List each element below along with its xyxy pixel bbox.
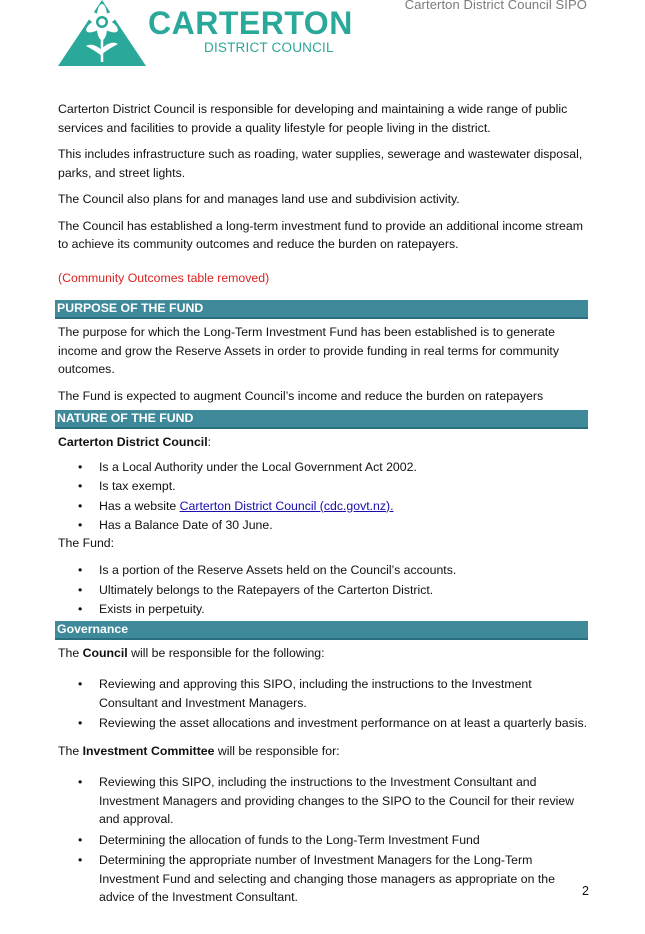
list-item: • Reviewing this SIPO, including the instructions to the Investment Consultant and Investment Managers and providing changes to the SIPO to the Council for their review and approval. xyxy=(99,773,590,829)
page-number: 2 xyxy=(582,884,589,898)
section-heading-nature: NATURE OF THE FUND xyxy=(55,410,588,429)
council-label xyxy=(58,433,590,452)
logo-subtitle: DISTRICT COUNCIL xyxy=(204,40,334,55)
council-responsibility-intro xyxy=(58,644,590,663)
intro-bold: Investment Committee xyxy=(82,743,215,758)
purpose-paragraph: The Fund is expected to augment Council’s income and reduce the burden on ratepayers xyxy=(58,388,544,403)
intro-paragraph: Carterton District Council is responsible for developing and maintaining a wide range of public services and facilities to provide a quality lifestyle for people living in the district. xyxy=(58,102,568,135)
document-body xyxy=(58,100,590,909)
intro-paragraph: This includes infrastructure such as roading, water supplies, sewerage and wastewater disposal, parks, and street lights. xyxy=(58,147,583,180)
list-item: • Has a Balance Date of 30 June. xyxy=(99,516,590,535)
intro-paragraph: The Council has established a long-term investment fund to provide an additional income stream to achieve its community outcomes and reduce the burden on ratepayers. xyxy=(58,218,583,251)
council-label-colon: : xyxy=(207,435,212,449)
section-heading-purpose: PURPOSE OF THE FUND xyxy=(55,300,588,319)
list-item: • Is tax exempt. xyxy=(99,477,590,496)
removed-table-note: (Community Outcomes table removed) xyxy=(58,270,270,285)
intro-bold: Council xyxy=(82,645,128,660)
list-item xyxy=(99,497,590,516)
fund-label: The Fund: xyxy=(58,535,115,550)
list-item: • Exists in perpetuity. xyxy=(99,600,590,619)
list-item: • Determining the appropriate number of Investment Managers for the Long-Term Investment Fund and selecting and changing those managers as appropriate on the advice of the Investment Consultant. xyxy=(99,851,590,907)
council-attributes-list xyxy=(58,458,590,535)
list-item: • Reviewing and approving this SIPO, including the instructions to the Investment Consultant and Investment Managers. xyxy=(99,675,590,712)
council-website-link[interactable]: Carterton District Council (cdc.govt.nz). xyxy=(179,498,394,513)
list-item-text: Has a website xyxy=(99,498,180,513)
list-item: • Is a portion of the Reserve Assets held on the Council’s accounts. xyxy=(99,561,590,580)
intro-pre: The xyxy=(58,743,83,758)
logo-wordmark: CARTERTON xyxy=(148,5,353,41)
council-responsibilities-list xyxy=(58,675,590,733)
daffodil-logo-icon xyxy=(56,0,148,68)
section-heading-governance: Governance xyxy=(55,621,588,640)
intro-post: will be responsible for the following: xyxy=(127,645,325,660)
doc-header-title: Carterton District Council SIPO xyxy=(404,0,587,12)
intro-paragraph: The Council also plans for and manages land use and subdivision activity. xyxy=(58,192,460,206)
purpose-paragraph: The purpose for which the Long-Term Investment Fund has been established is to generate income and grow the Reserve Assets in order to provide funding in real terms for community outcomes. xyxy=(58,325,559,376)
intro-pre: The xyxy=(58,645,83,660)
list-item: • Ultimately belongs to the Ratepayers of the Carterton District. xyxy=(99,581,590,600)
list-item: • Determining the allocation of funds to the Long-Term Investment Fund xyxy=(99,831,590,850)
committee-responsibilities-list xyxy=(58,773,590,907)
council-label-bold: Carterton District Council xyxy=(58,435,208,449)
list-item: • Is a Local Authority under the Local Government Act 2002. xyxy=(99,458,590,477)
committee-responsibility-intro xyxy=(58,742,590,761)
fund-attributes-list xyxy=(58,561,590,619)
list-item: • Reviewing the asset allocations and investment performance on at least a quarterly basis. xyxy=(99,714,590,733)
intro-post: will be responsible for: xyxy=(214,743,340,758)
council-logo xyxy=(56,0,353,68)
